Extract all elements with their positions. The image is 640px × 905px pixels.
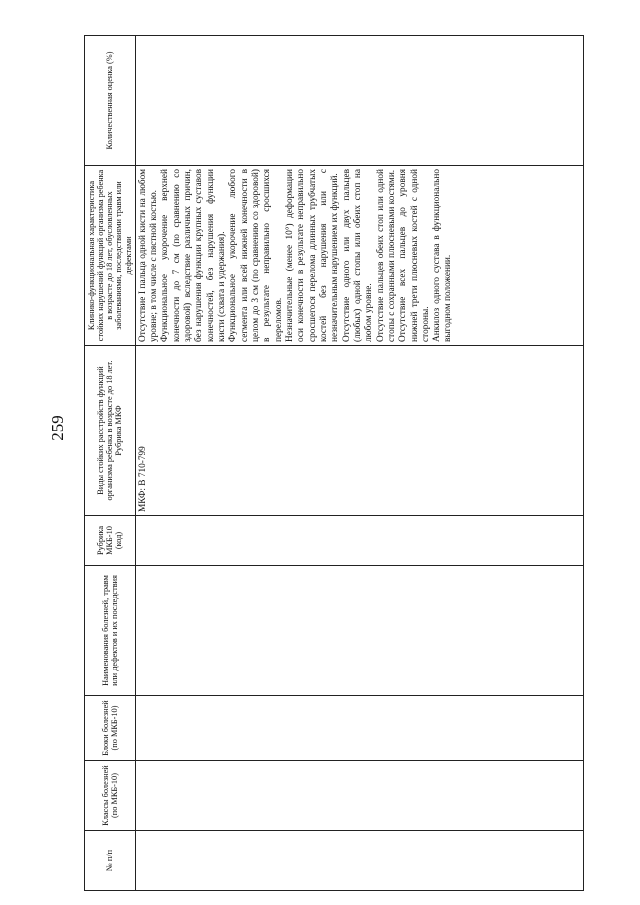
mkf-rubric: МКФ: В 710-799 [137, 446, 148, 512]
header-disease-blocks: Блоки болезней (по МКБ-10) [85, 696, 136, 761]
cell-disease-name [135, 566, 583, 696]
rotated-table-wrapper [84, 36, 584, 891]
characteristic-item: Анкилоз одного сустава в функционально выгодном положении. [432, 169, 454, 342]
disability-criteria-table-frame [84, 36, 584, 891]
cell-icd-code [135, 516, 583, 566]
characteristic-item: Отсутствие I пальца одной кисти на любом уровне; в том числе с пястной костью. [137, 169, 159, 342]
page-number: 259 [48, 415, 67, 441]
cell-clinical-characteristic [135, 166, 583, 346]
header-disorder-types: Виды стойких расстройств функций организма ребенка в возрасте до 18 лет. Рубрика МКФ [85, 346, 136, 516]
cell-disorder-type [135, 346, 583, 516]
header-disease-names: Наименования болезней, травм или дефектов и их последствия [85, 566, 136, 696]
table-header-row [85, 36, 136, 891]
cell-quantitative-score [135, 36, 583, 166]
table-row [135, 36, 583, 891]
characteristic-item: Отсутствие всех пальцев до уровня нижней трети плюсневых костей с одной стороны. [398, 169, 431, 342]
characteristic-item: Отсутствие одного или двух пальцев (любых) одной стопы или обеих стоп на любом уровне. [341, 169, 375, 342]
characteristic-item: Функциональное укорочение верхней конечности до 7 см (по сравнению со здоровой) вследствие различных причин, без нарушения функции крупных суставов конечностей, без нарушения функции кисти (схвата и удержания). [160, 169, 227, 342]
header-number: № п/п [85, 831, 136, 891]
characteristic-item: Незначительные (менее 10°) деформации оси конечности в результате неправильно сросшегося перелома длинных трубчатых костей без нарушения или с незначительным нарушением их функций. [284, 169, 341, 342]
cell-disease-block [135, 696, 583, 761]
cell-number [135, 831, 583, 891]
disability-criteria-table [84, 35, 584, 891]
header-icd-code: Рубрика МКБ-10 (код) [85, 516, 136, 566]
characteristic-item: Отсутствие пальцев обеих стоп или одной стопы с сохранными плюсневыми костями. [375, 169, 397, 342]
header-quantitative-score: Количественная оценка (%) [85, 36, 136, 166]
characteristic-item: Функциональное укорочение любого сегмента или всей нижней конечности в целом до 3 см (по сравнению со здоровой) в результате неправильно сросшихся переломов. [228, 169, 284, 342]
cell-disease-class [135, 761, 583, 831]
header-disease-classes: Классы болезней (по МКБ-10) [85, 761, 136, 831]
header-clinical-characteristic: Клинико-функциональная характеристика стойких нарушений функций организма ребенка в возрасте до 18 лет, обусловленных заболеваниями, последствиями травм или дефектами [85, 166, 136, 346]
